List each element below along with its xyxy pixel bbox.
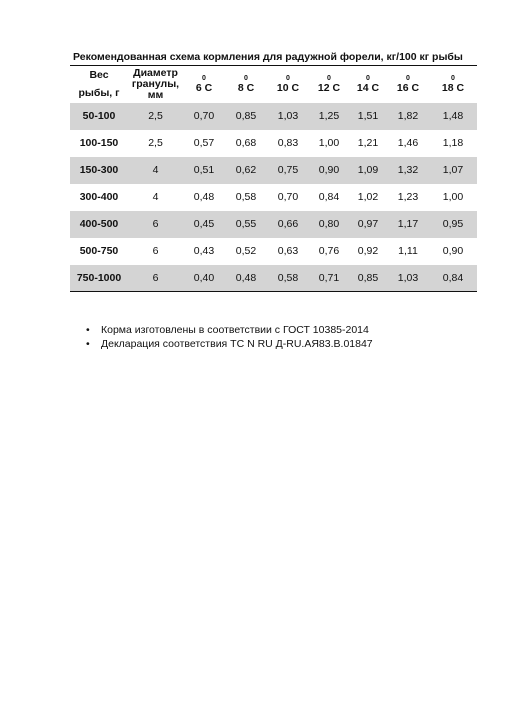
diameter-cell: 6 bbox=[128, 265, 183, 292]
value-cell: 0,76 bbox=[318, 245, 340, 257]
value-cell: 0,70 bbox=[183, 103, 225, 130]
value-cell: 0,58 bbox=[267, 265, 309, 292]
value-cell: 0,58 bbox=[235, 191, 257, 203]
diameter-cell: 4 bbox=[128, 157, 183, 184]
temp-header-18 bbox=[429, 66, 477, 103]
weight-column-header bbox=[70, 66, 128, 103]
value-cell: 1,00 bbox=[442, 191, 464, 203]
value-cell: 0,95 bbox=[429, 211, 477, 238]
temp-header-8 bbox=[225, 66, 267, 103]
value-cell: 1,07 bbox=[429, 157, 477, 184]
bullet-icon: • bbox=[86, 324, 90, 336]
value-cell: 0,75 bbox=[267, 157, 309, 184]
temp-header-16 bbox=[387, 66, 429, 103]
value-cell: 0,70 bbox=[277, 191, 299, 203]
table-row bbox=[70, 211, 477, 238]
table-row bbox=[70, 265, 477, 292]
value-cell: 0,66 bbox=[267, 211, 309, 238]
temp-label: 6 С bbox=[195, 81, 213, 94]
bullet-icon: • bbox=[86, 338, 90, 350]
weight-cell: 500-750 bbox=[79, 245, 119, 257]
value-cell: 1,03 bbox=[267, 103, 309, 130]
value-cell: 1,18 bbox=[442, 137, 464, 149]
document-title: Рекомендованная схема кормления для радужной форели, кг/100 кг рыбы bbox=[73, 51, 463, 63]
diameter-cell: 2,5 bbox=[128, 103, 183, 130]
degree-mark: 0 bbox=[202, 74, 206, 82]
temp-header-6 bbox=[183, 66, 225, 103]
temp-header-14 bbox=[349, 66, 387, 103]
weight-cell: 150-300 bbox=[70, 157, 128, 184]
value-cell: 1,03 bbox=[387, 265, 429, 292]
list-item bbox=[86, 323, 373, 337]
temp-header-12 bbox=[309, 66, 349, 103]
diameter-header-line2: гранулы, bbox=[131, 77, 180, 90]
table-row bbox=[70, 238, 477, 265]
table-row bbox=[70, 157, 477, 184]
value-cell: 0,52 bbox=[235, 245, 257, 257]
degree-mark: 0 bbox=[406, 74, 410, 82]
value-cell: 0,97 bbox=[349, 211, 387, 238]
diameter-column-header bbox=[128, 66, 183, 103]
value-cell: 0,51 bbox=[183, 157, 225, 184]
weight-header-line2: рыбы, г bbox=[78, 87, 120, 99]
value-cell: 0,85 bbox=[349, 265, 387, 292]
feeding-table bbox=[70, 65, 477, 292]
diameter-cell: 4 bbox=[152, 191, 159, 203]
value-cell: 0,57 bbox=[193, 137, 215, 149]
value-cell: 0,85 bbox=[225, 103, 267, 130]
table-row bbox=[70, 184, 477, 211]
value-cell: 1,21 bbox=[357, 137, 379, 149]
temp-label: 14 С bbox=[356, 81, 380, 94]
value-cell: 0,71 bbox=[309, 265, 349, 292]
value-cell: 1,51 bbox=[349, 103, 387, 130]
diameter-cell: 6 bbox=[128, 211, 183, 238]
degree-mark: 0 bbox=[244, 74, 248, 82]
value-cell: 0,48 bbox=[225, 265, 267, 292]
diameter-header-line1: Диаметр bbox=[133, 66, 178, 79]
value-cell: 1,23 bbox=[397, 191, 419, 203]
value-cell: 0,62 bbox=[225, 157, 267, 184]
weight-cell: 50-100 bbox=[70, 103, 128, 130]
value-cell: 0,63 bbox=[277, 245, 299, 257]
value-cell: 0,45 bbox=[183, 211, 225, 238]
degree-mark: 0 bbox=[286, 74, 290, 82]
weight-cell: 400-500 bbox=[70, 211, 128, 238]
value-cell: 1,09 bbox=[349, 157, 387, 184]
temp-label: 12 С bbox=[317, 81, 341, 94]
temp-header-10 bbox=[267, 66, 309, 103]
degree-mark: 0 bbox=[327, 74, 331, 82]
diameter-cell: 2,5 bbox=[148, 137, 163, 149]
notes-list bbox=[86, 323, 373, 351]
value-cell: 1,00 bbox=[318, 137, 340, 149]
table-row bbox=[70, 103, 477, 130]
value-cell: 1,82 bbox=[387, 103, 429, 130]
weight-cell: 750-1000 bbox=[70, 265, 128, 292]
weight-cell: 100-150 bbox=[79, 137, 119, 149]
value-cell: 0,55 bbox=[225, 211, 267, 238]
weight-header-line1: Вес bbox=[89, 69, 109, 81]
list-item bbox=[86, 337, 373, 351]
value-cell: 1,02 bbox=[357, 191, 379, 203]
temp-label: 10 С bbox=[276, 81, 300, 94]
value-cell: 0,43 bbox=[193, 245, 215, 257]
value-cell: 0,48 bbox=[193, 191, 215, 203]
value-cell: 0,84 bbox=[429, 265, 477, 292]
degree-mark: 0 bbox=[451, 74, 455, 82]
diameter-header-line3: мм bbox=[147, 88, 164, 101]
temp-label: 18 С bbox=[441, 81, 465, 94]
value-cell: 0,80 bbox=[309, 211, 349, 238]
value-cell: 1,46 bbox=[397, 137, 419, 149]
diameter-cell: 6 bbox=[152, 245, 159, 257]
temp-label: 16 С bbox=[396, 81, 420, 94]
value-cell: 0,90 bbox=[309, 157, 349, 184]
value-cell: 0,83 bbox=[277, 137, 299, 149]
value-cell: 1,25 bbox=[309, 103, 349, 130]
weight-cell: 300-400 bbox=[79, 191, 119, 203]
value-cell: 0,90 bbox=[442, 245, 464, 257]
value-cell: 1,32 bbox=[387, 157, 429, 184]
value-cell: 0,92 bbox=[357, 245, 379, 257]
table-header-row bbox=[70, 66, 477, 103]
value-cell: 1,11 bbox=[398, 245, 418, 257]
note-text: Декларация соответствия ТС N RU Д-RU.АЯ83.В.01847 bbox=[101, 338, 373, 350]
value-cell: 1,48 bbox=[429, 103, 477, 130]
note-text: Корма изготовлены в соответствии с ГОСТ 10385-2014 bbox=[101, 324, 369, 336]
temp-label: 8 С bbox=[237, 81, 255, 94]
value-cell: 1,17 bbox=[387, 211, 429, 238]
value-cell: 0,84 bbox=[318, 191, 340, 203]
degree-mark: 0 bbox=[366, 74, 370, 82]
table-row bbox=[70, 130, 477, 157]
value-cell: 0,68 bbox=[235, 137, 257, 149]
value-cell: 0,40 bbox=[183, 265, 225, 292]
